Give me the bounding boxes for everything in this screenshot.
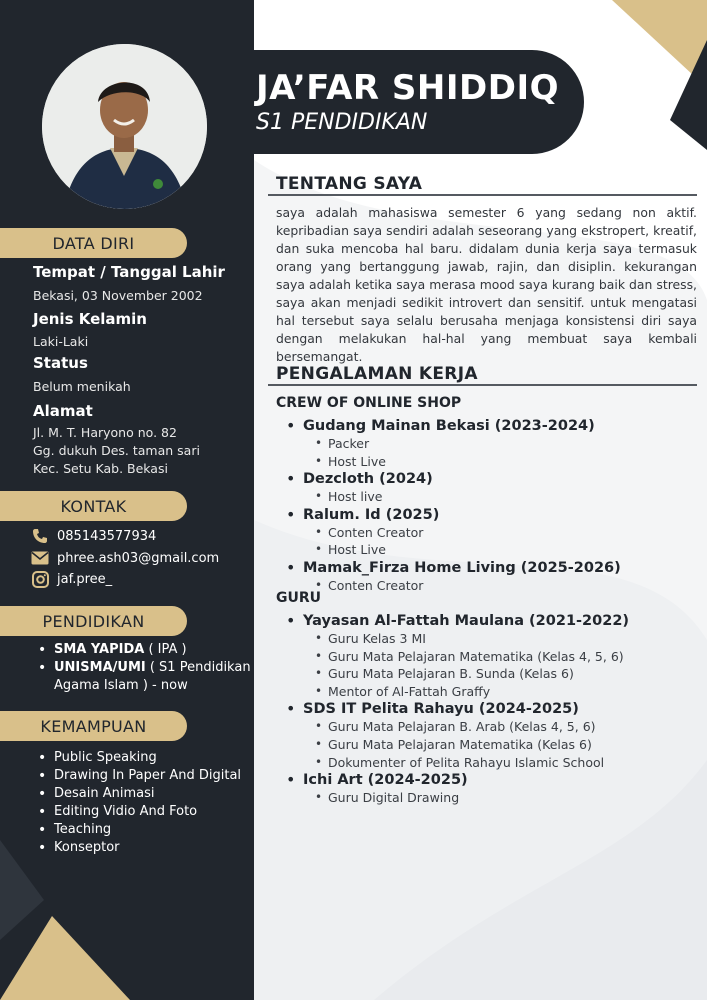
task-item: • Guru Mata Pelajaran Matematika (Kelas 4, 5, 6) [315,648,629,666]
job-item [286,506,621,559]
job-title: • Gudang Mainan Bekasi (2023-2024) [303,418,595,434]
email-address: phree.ash03@gmail.com [57,550,220,566]
section-pill-kontak: KONTAK [0,491,187,521]
instagram-handle: jaf.pree_ [57,571,113,587]
task-list [303,524,621,559]
label-address: Alamat [33,402,93,420]
contact-email[interactable] [31,549,219,567]
task-item: • Packer [315,435,621,453]
task-item: • Guru Digital Drawing [315,789,629,807]
list-item: • Konseptor [38,839,241,857]
job-item [286,771,629,807]
label-status: Status [33,354,88,372]
job-item [286,559,621,595]
task-item: • Mentor of Al-Fattah Graffy [315,683,629,701]
address-line: Jl. M. T. Haryono no. 82 [33,425,177,440]
list-item: • Teaching [38,821,241,839]
task-list [303,435,621,470]
job-list [286,417,621,595]
task-item: • Guru Mata Pelajaran Matematika (Kelas 6) [315,736,629,754]
about-text: saya adalah mahasiswa semester 6 yang sedang non aktif. kepribadian saya sendiri adalah seseorang yang ekstropert, kreatif, dan suka mencoba hal baru. didalam dunia kerja saya termasuk orang yang bertanggung jawab, rajin, dan disiplin. kekurangan saya adalah ketika saya merasa mood saya kurang baik dan stress, saya akan menjadi sedikit introvert dan sensitif. untuk mengatasi hal tersebut saya selalu berusaha menjaga konsistensi diri saya dengan melakukan hal-hal yang membuat saya kembali bersemangat. [276,205,697,364]
list-item [38,641,251,659]
experience-group-heading: CREW OF ONLINE SHOP [276,395,462,411]
task-list [303,789,629,807]
label-gender: Jenis Kelamin [33,310,147,328]
phone-icon [31,527,49,545]
phone-number: 085143577934 [57,528,157,544]
section-pill-pendidikan: PENDIDIKAN [0,606,187,636]
degree-title: S1 PENDIDIKAN [256,110,428,135]
school-name: UNISMA/UMI [54,660,146,675]
mail-icon [31,549,49,567]
full-name: JA’FAR SHIDDIQ [256,68,560,108]
task-item: • Guru Mata Pelajaran B. Arab (Kelas 4, 5, 6) [315,718,629,736]
address-line: Kec. Setu Kab. Bekasi [33,461,168,476]
label-birth: Tempat / Tanggal Lahir [33,263,225,281]
task-item: • Guru Kelas 3 MI [315,630,629,648]
list-item [38,659,251,695]
task-item: • Guru Mata Pelajaran B. Sunda (Kelas 6) [315,665,629,683]
section-pill-kemampuan: KEMAMPUAN [0,711,187,741]
education-list [38,641,251,695]
section-pill-data-diri: DATA DIRI [0,228,187,258]
skills-list [38,749,241,857]
task-item: • Host Live [315,541,621,559]
list-item: • Drawing In Paper And Digital [38,767,241,785]
task-list [303,577,621,595]
list-item: • Editing Vidio And Foto [38,803,241,821]
instagram-icon [31,570,49,588]
task-list [303,630,629,700]
value-birth: Bekasi, 03 November 2002 [33,288,203,303]
section-title-experience: PENGALAMAN KERJA [276,364,478,384]
corner-decoration-bottom-left [0,840,254,1000]
job-item [286,470,621,506]
school-detail-continued: Agama Islam ) - now [54,678,188,693]
task-list [303,718,629,771]
task-item: • Dokumenter of Pelita Rahayu Islamic School [315,754,629,772]
task-item: • Host Live [315,453,621,471]
job-title: • Dezcloth (2024) [303,471,433,488]
value-gender: Laki-Laki [33,334,89,349]
job-title: • Ichi Art (2024-2025) [303,772,468,789]
section-divider [268,384,697,386]
job-title: • Ralum. Id (2025) [303,506,440,523]
job-item [286,700,629,771]
school-name: SMA YAPIDA [54,642,145,657]
corner-decoration-top-right [600,0,707,150]
job-item [286,417,621,470]
school-detail: ( IPA ) [144,642,187,657]
job-list [286,612,629,807]
job-item [286,612,629,700]
experience-group-heading: GURU [276,590,322,606]
value-status: Belum menikah [33,379,131,394]
task-item: • Conten Creator [315,577,621,595]
address-line: Gg. dukuh Des. taman sari [33,443,200,458]
profile-photo [42,44,207,209]
contact-instagram[interactable] [31,570,112,588]
task-item: • Conten Creator [315,524,621,542]
job-title: • Yayasan Al-Fattah Maulana (2021-2022) [303,613,630,629]
list-item: • Public Speaking [38,749,241,767]
section-divider [268,194,697,196]
job-title: • SDS IT Pelita Rahayu (2024-2025) [303,701,579,718]
job-title: • Mamak_Firza Home Living (2025-2026) [303,559,621,576]
contact-phone[interactable] [31,527,156,545]
task-list [303,488,621,506]
school-detail: ( S1 Pendidikan [145,660,251,675]
section-title-about: TENTANG SAYA [276,174,423,194]
list-item: • Desain Animasi [38,785,241,803]
task-item: • Host live [315,488,621,506]
